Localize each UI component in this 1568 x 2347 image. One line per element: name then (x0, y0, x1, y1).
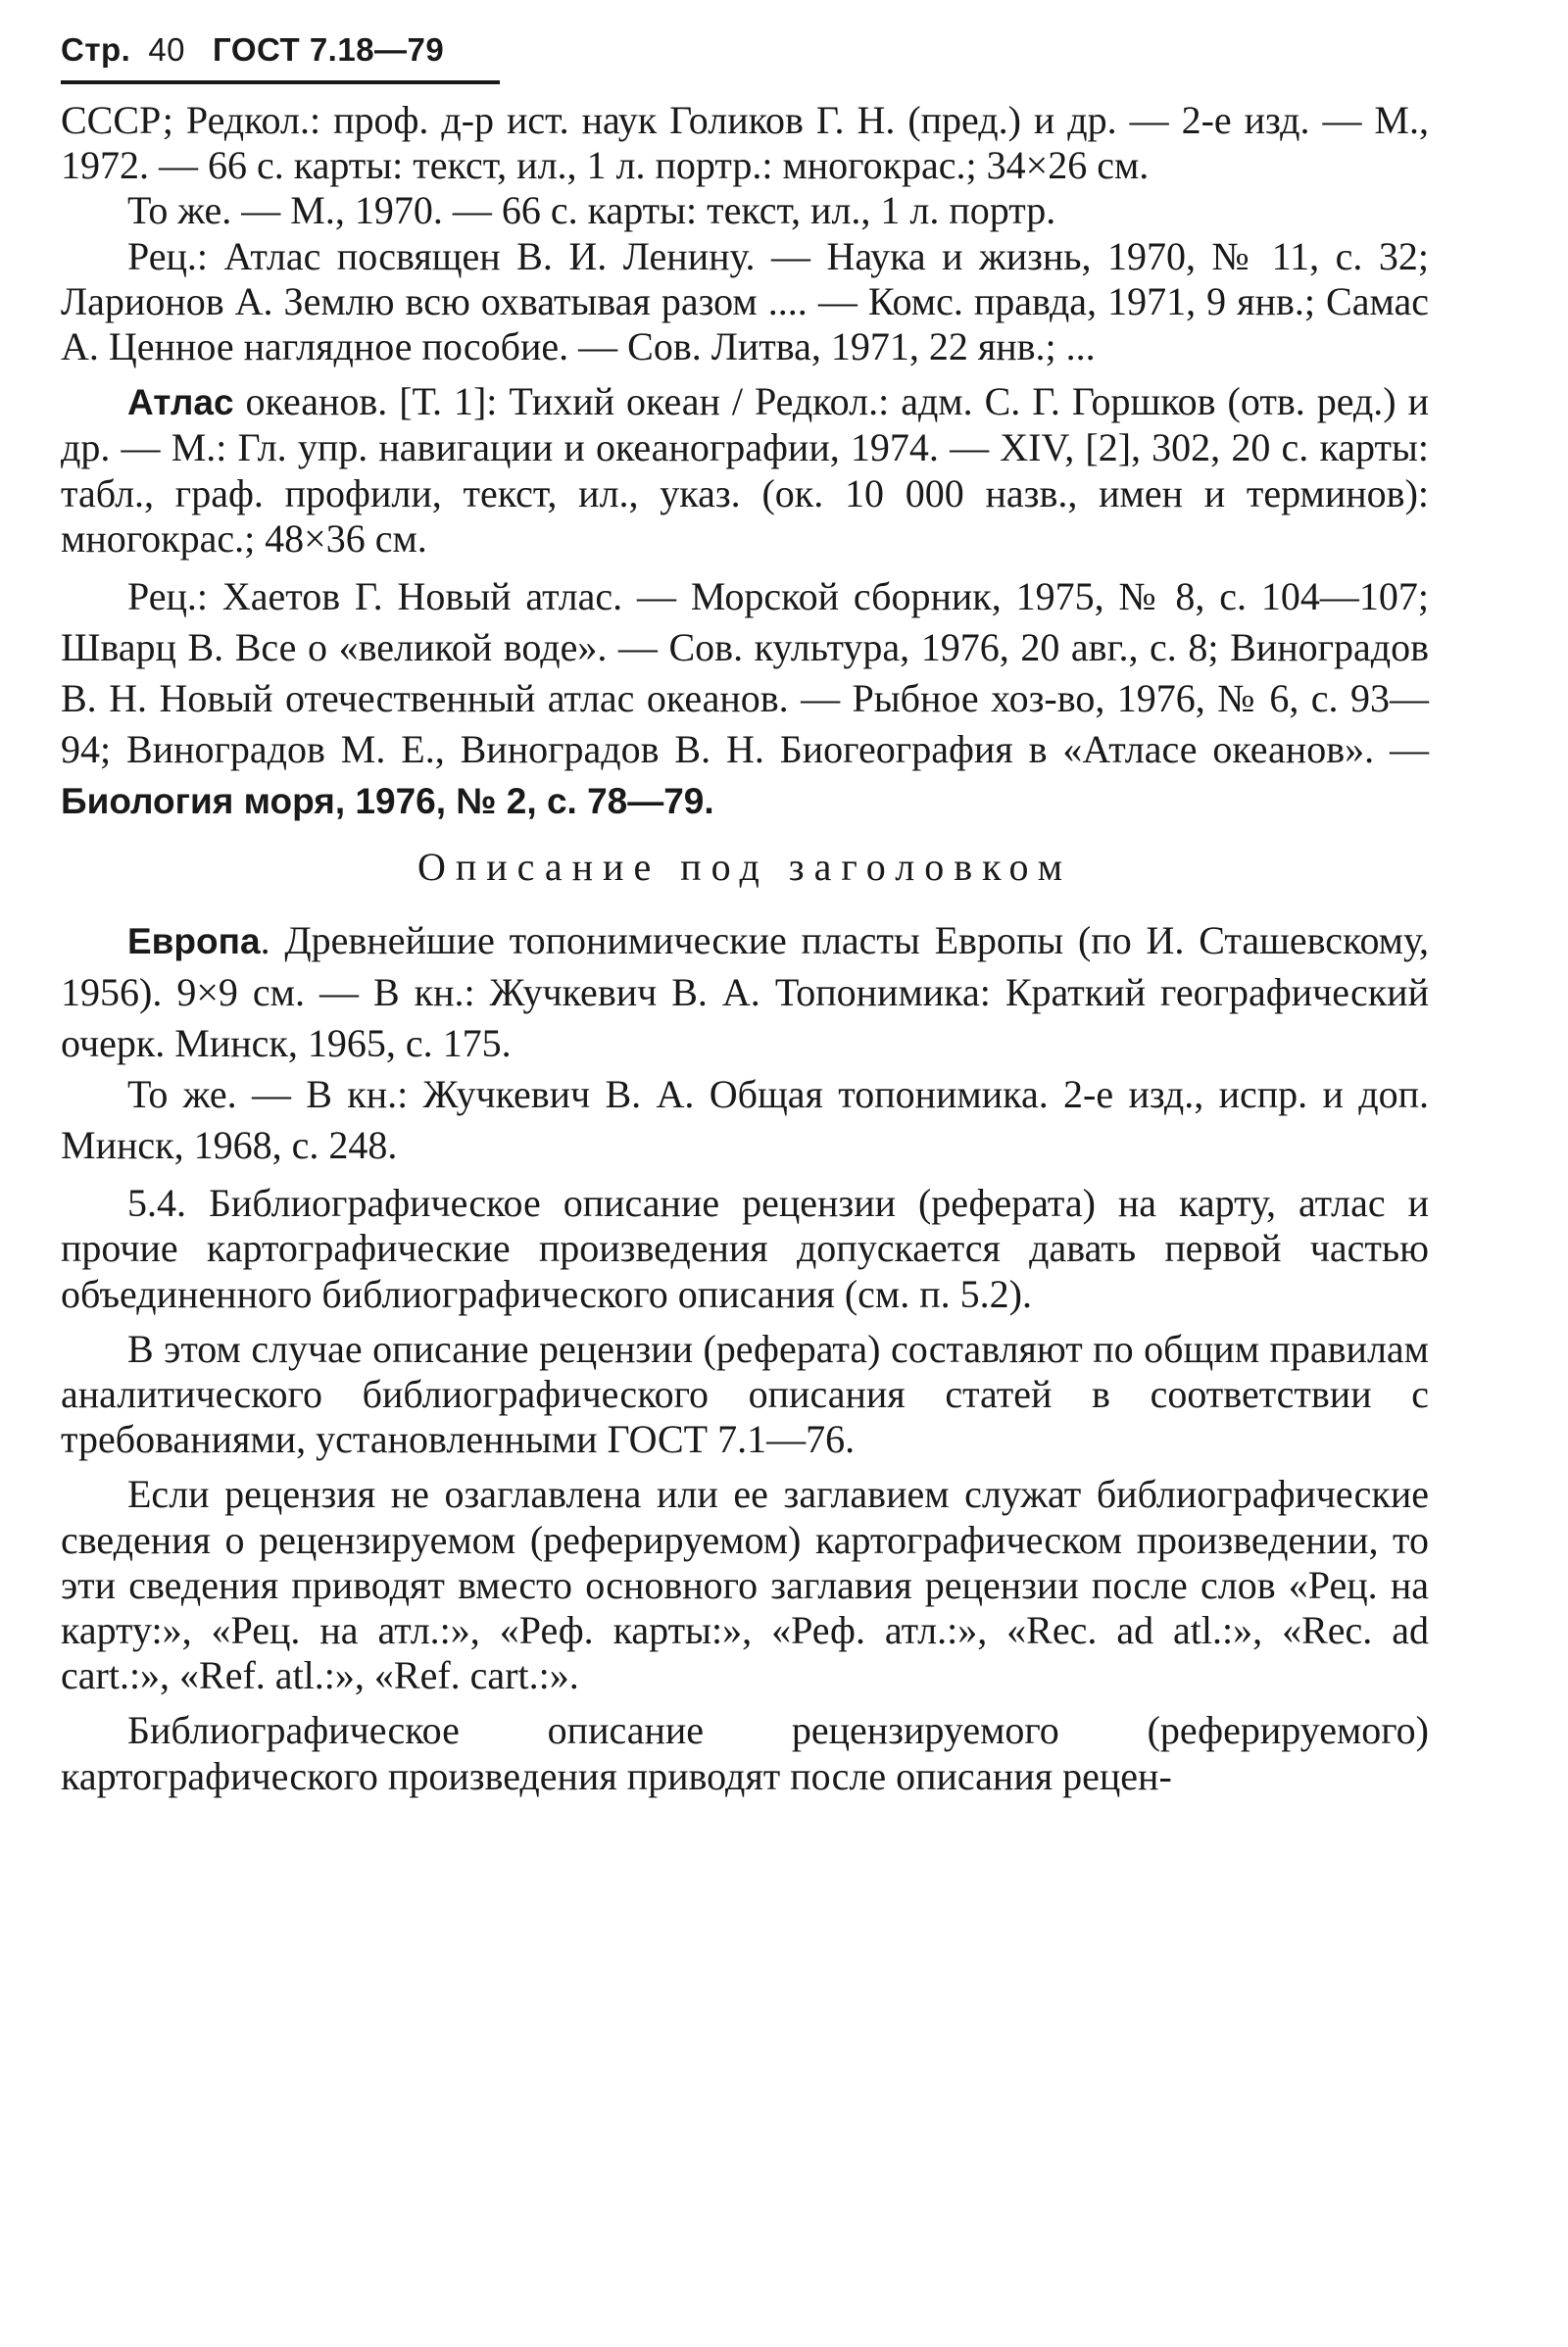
paragraph-atlas-oceans (61, 379, 1429, 562)
standard-code: ГОСТ 7.18—79 (213, 31, 445, 68)
document-page (61, 27, 1429, 1809)
running-header (61, 27, 1429, 73)
entry-text-atlas: океанов. [Т. 1]: Тихий океан / Редкол.: адм. С. Г. Горшков (отв. ред.) и др. — М.: Гл. упр. навигации и океанографии, 1974. — XIV, [2], 302, 20 с. карты: табл., граф. профили, текст, ил., указ. (ок. 10 000 назв., имен и терминов): многокрас.; 48×36 см. (61, 379, 1429, 561)
paragraph-5-4: 5.4. Библиографическое описание рецензии (реферата) на карту, атлас и прочие картографические произведения допускается давать первой частью объединенного библиографического описания (см. п. 5.2). (61, 1181, 1429, 1316)
paragraph-same-ed: То же. — М., 1970. — 66 с. карты: текст, ил., 1 л. портр. (127, 188, 1056, 233)
entry-heading-europe: Европа (127, 921, 261, 962)
paragraph-reviewed-work: Библиографическое описание рецензируемого (реферируемого) картографического произведения приводят после описания рецен- (61, 1708, 1429, 1798)
entry-text-europe: . Древнейшие топонимические пласты Европы (по И. Сташевскому, 1956). 9×9 см. — В кн.: Жучкевич В. А. Топонимика: Краткий географический очерк. Минск, 1965, с. 175. (61, 918, 1429, 1066)
header-rule (61, 80, 500, 84)
paragraph-this-case: В этом случае описание рецензии (реферата) составляют по общим правилам аналитического библиографического описания статей в соответствии с требованиями, установленными ГОСТ 7.1—76. (61, 1326, 1429, 1462)
body-text (61, 98, 1429, 1799)
paragraph-reviews-2 (61, 571, 1429, 827)
entry-heading-atlas: Атлас (127, 382, 234, 423)
page-number: 40 (148, 31, 186, 68)
section-heading: Описание под заголовком (416, 845, 1073, 890)
reviews-2-text: Рец.: Хаетов Г. Новый атлас. — Морской сборник, 1975, № 8, с. 104—107; Шварц В. Все о «великой воде». — Сов. культура, 1976, 20 авг., с. 8; Виноградов В. Н. Новый отечественный атлас океанов. — Рыбное хоз-во, 1976, № 6, с. 93—94; Виноградов М. Е., Виноградов В. Н. Биогеография в «Атласе океанов». — (61, 574, 1429, 772)
page-label: Стр. (61, 31, 131, 68)
paragraph-reviews-1: Рец.: Атлас посвящен В. И. Ленину. — Наука и жизнь, 1970, № 11, с. 32; Ларионов А. Землю всю охватывая разом .... — Комс. правда, 1971, 9 янв.; Самас А. Ценное наглядное пособие. — Сов. Литва, 1971, 22 янв.; ... (61, 233, 1429, 369)
paragraph-europe (61, 915, 1429, 1069)
paragraph-continued: СССР; Редкол.: проф. д-р ист. наук Голиков Г. Н. (пред.) и др. — 2-е изд. — М., 1972. — 66 с. карты: текст, ил., 1 л. портр.: многокрас.; 34×26 см. (61, 98, 1429, 188)
paragraph-untitled-review: Если рецензия не озаглавлена или ее заглавием служат библиографические сведения о рецензируемом (реферируемом) картографическом произведении, то эти сведения приводят вместо основного заглавия рецензии после слов «Рец. на карту:», «Рец. на атл.:», «Реф. карты:», «Реф. атл.:», «Rec. ad atl.:», «Rec. ad cart.:», «Ref. atl.:», «Ref. cart.:». (61, 1472, 1429, 1698)
reviews-2-bold-tail: Биология моря, 1976, № 2, с. 78—79. (61, 781, 714, 822)
paragraph-same-book: То же. — В кн.: Жучкевич В. А. Общая топонимика. 2-е изд., испр. и доп. Минск, 1968, с. 248. (61, 1072, 1429, 1168)
